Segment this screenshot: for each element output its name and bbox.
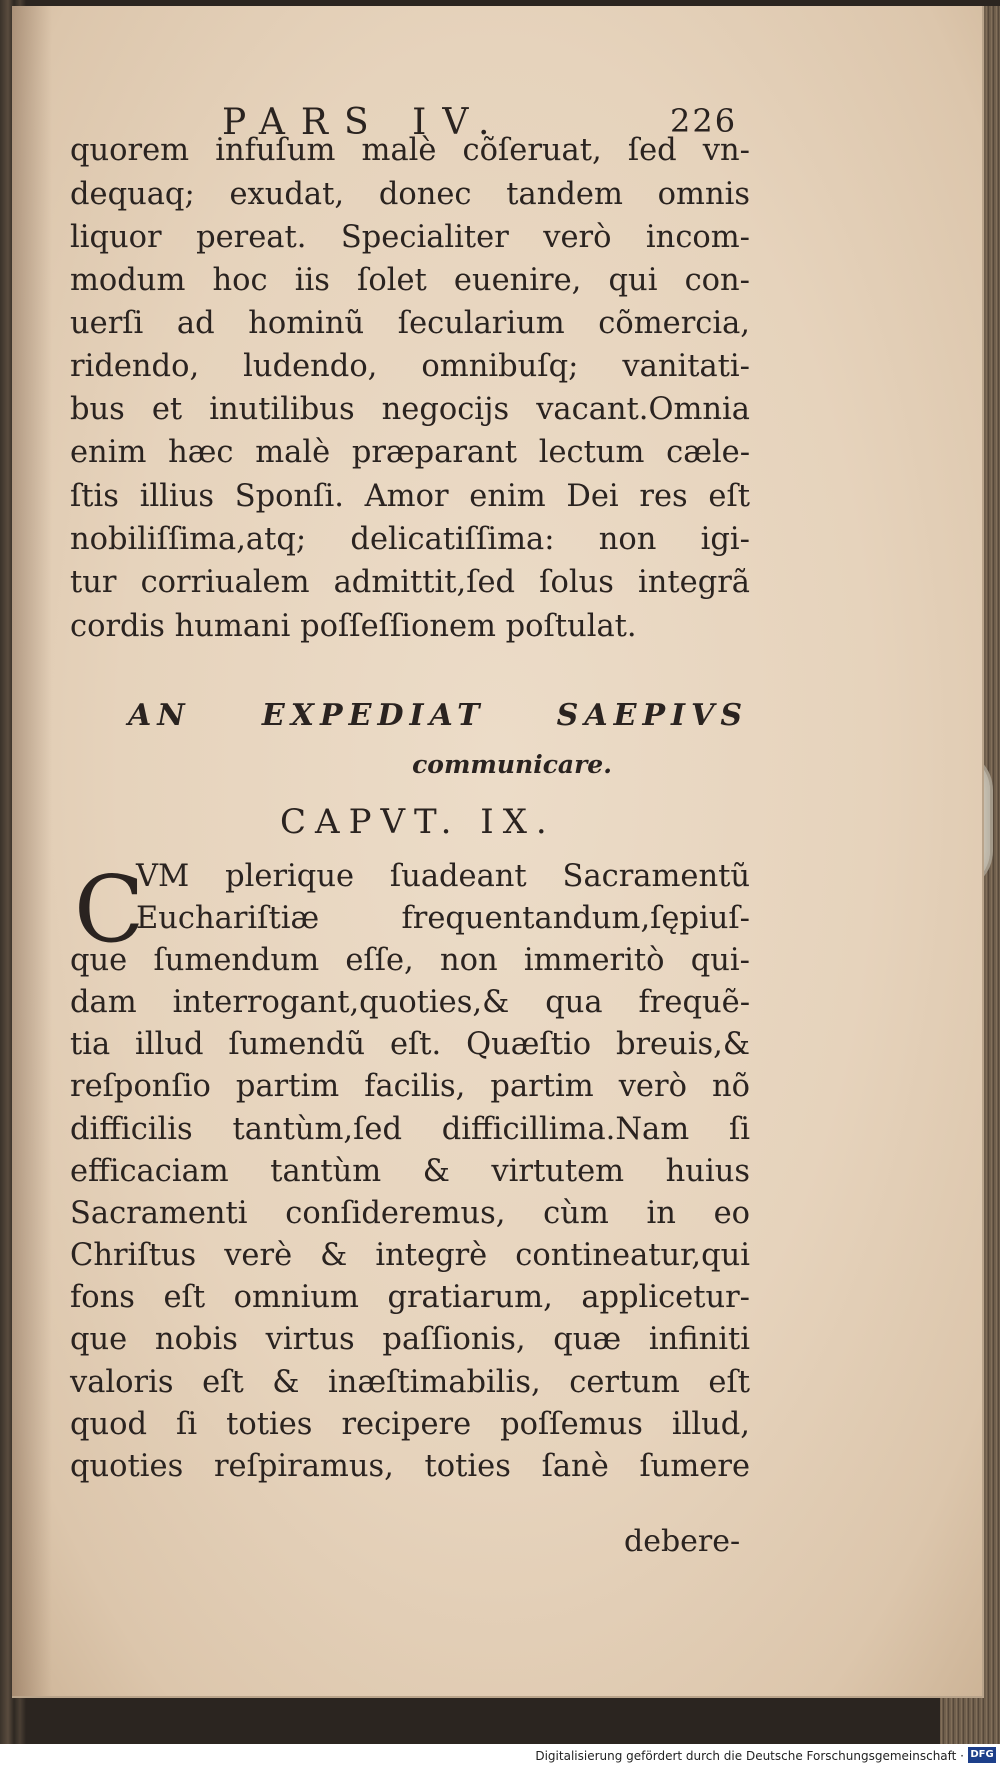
section-heading-subline: communicare. — [412, 750, 612, 779]
chapter-line: que ſumendum eſſe, non immeritò qui- — [70, 943, 750, 978]
body-line: quorem infuſum malè cõſeruat, ſed vn- — [70, 133, 750, 168]
body-line: ſtis illius Sponſi. Amor enim Dei res eſt — [70, 479, 750, 514]
running-header: PARS IV. — [222, 102, 506, 143]
body-line: bus et inutilibus negocijs vacant.Omnia — [70, 392, 750, 427]
chapter-line: reſponſio partim facilis, partim verò nõ — [70, 1069, 750, 1104]
digitization-credit: Digitalisierung gefördert durch die Deutsche Forschungsgemeinschaft · — [535, 1749, 964, 1763]
book-page — [12, 6, 984, 1698]
chapter-line: que nobis virtus paſſionis, quæ infiniti — [70, 1322, 750, 1357]
chapter-line: dam interrogant,quoties,& qua frequẽ- — [70, 985, 750, 1020]
chapter-title: CAPVT. IX. — [280, 802, 556, 842]
chapter-line: quod ſi toties recipere poſſemus illud, — [70, 1407, 750, 1442]
drop-cap: C — [74, 856, 145, 963]
body-line: enim hæc malè præparant lectum cæle- — [70, 435, 750, 470]
chapter-line: Euchariſtiæ frequentandum,ſępiuſ- — [136, 901, 750, 936]
body-line: ridendo, ludendo, omnibuſq; vanitati- — [70, 349, 750, 384]
body-line: dequaq; exudat, donec tandem omnis — [70, 177, 750, 212]
page-number: 226 — [670, 102, 738, 140]
chapter-line: fons eſt omnium gratiarum, applicetur- — [70, 1280, 750, 1315]
chapter-line: Sacramenti conſideremus, cùm in eo — [70, 1196, 750, 1231]
body-line: liquor pereat. Specialiter verò incom- — [70, 220, 750, 255]
chapter-line: quoties reſpiramus, toties ſanè ſumere — [70, 1449, 750, 1484]
section-heading: AN EXPEDIAT SAEPIVS — [128, 698, 748, 733]
chapter-line: difficilis tantùm,ſed difficillima.Nam ſi — [70, 1112, 750, 1147]
body-line: cordis humani poſſeſſionem poſtulat. — [70, 609, 637, 644]
footer-bar — [0, 1744, 1000, 1766]
body-line: uerſi ad hominũ ſecularium cõmercia, — [70, 306, 750, 341]
chapter-line: Chriſtus verè & integrè contineatur,qui — [70, 1238, 750, 1273]
chapter-line: tia illud ſumendũ eſt. Quæſtio breuis,& — [70, 1027, 750, 1062]
chapter-line: efficaciam tantùm & virtutem huius — [70, 1154, 750, 1189]
catchword: debere- — [624, 1524, 741, 1559]
chapter-line: valoris eſt & inæſtimabilis, certum eſt — [70, 1365, 750, 1400]
body-line: tur corriualem admittit,ſed ſolus integrã — [70, 565, 750, 600]
chapter-line: VM plerique ſuadeant Sacramentũ — [136, 859, 750, 894]
body-line: modum hoc iis ſolet euenire, qui con- — [70, 263, 750, 298]
body-line: nobiliſſima,atq; delicatiſſima: non igi- — [70, 522, 750, 557]
dfg-logo: DFG — [968, 1747, 996, 1763]
